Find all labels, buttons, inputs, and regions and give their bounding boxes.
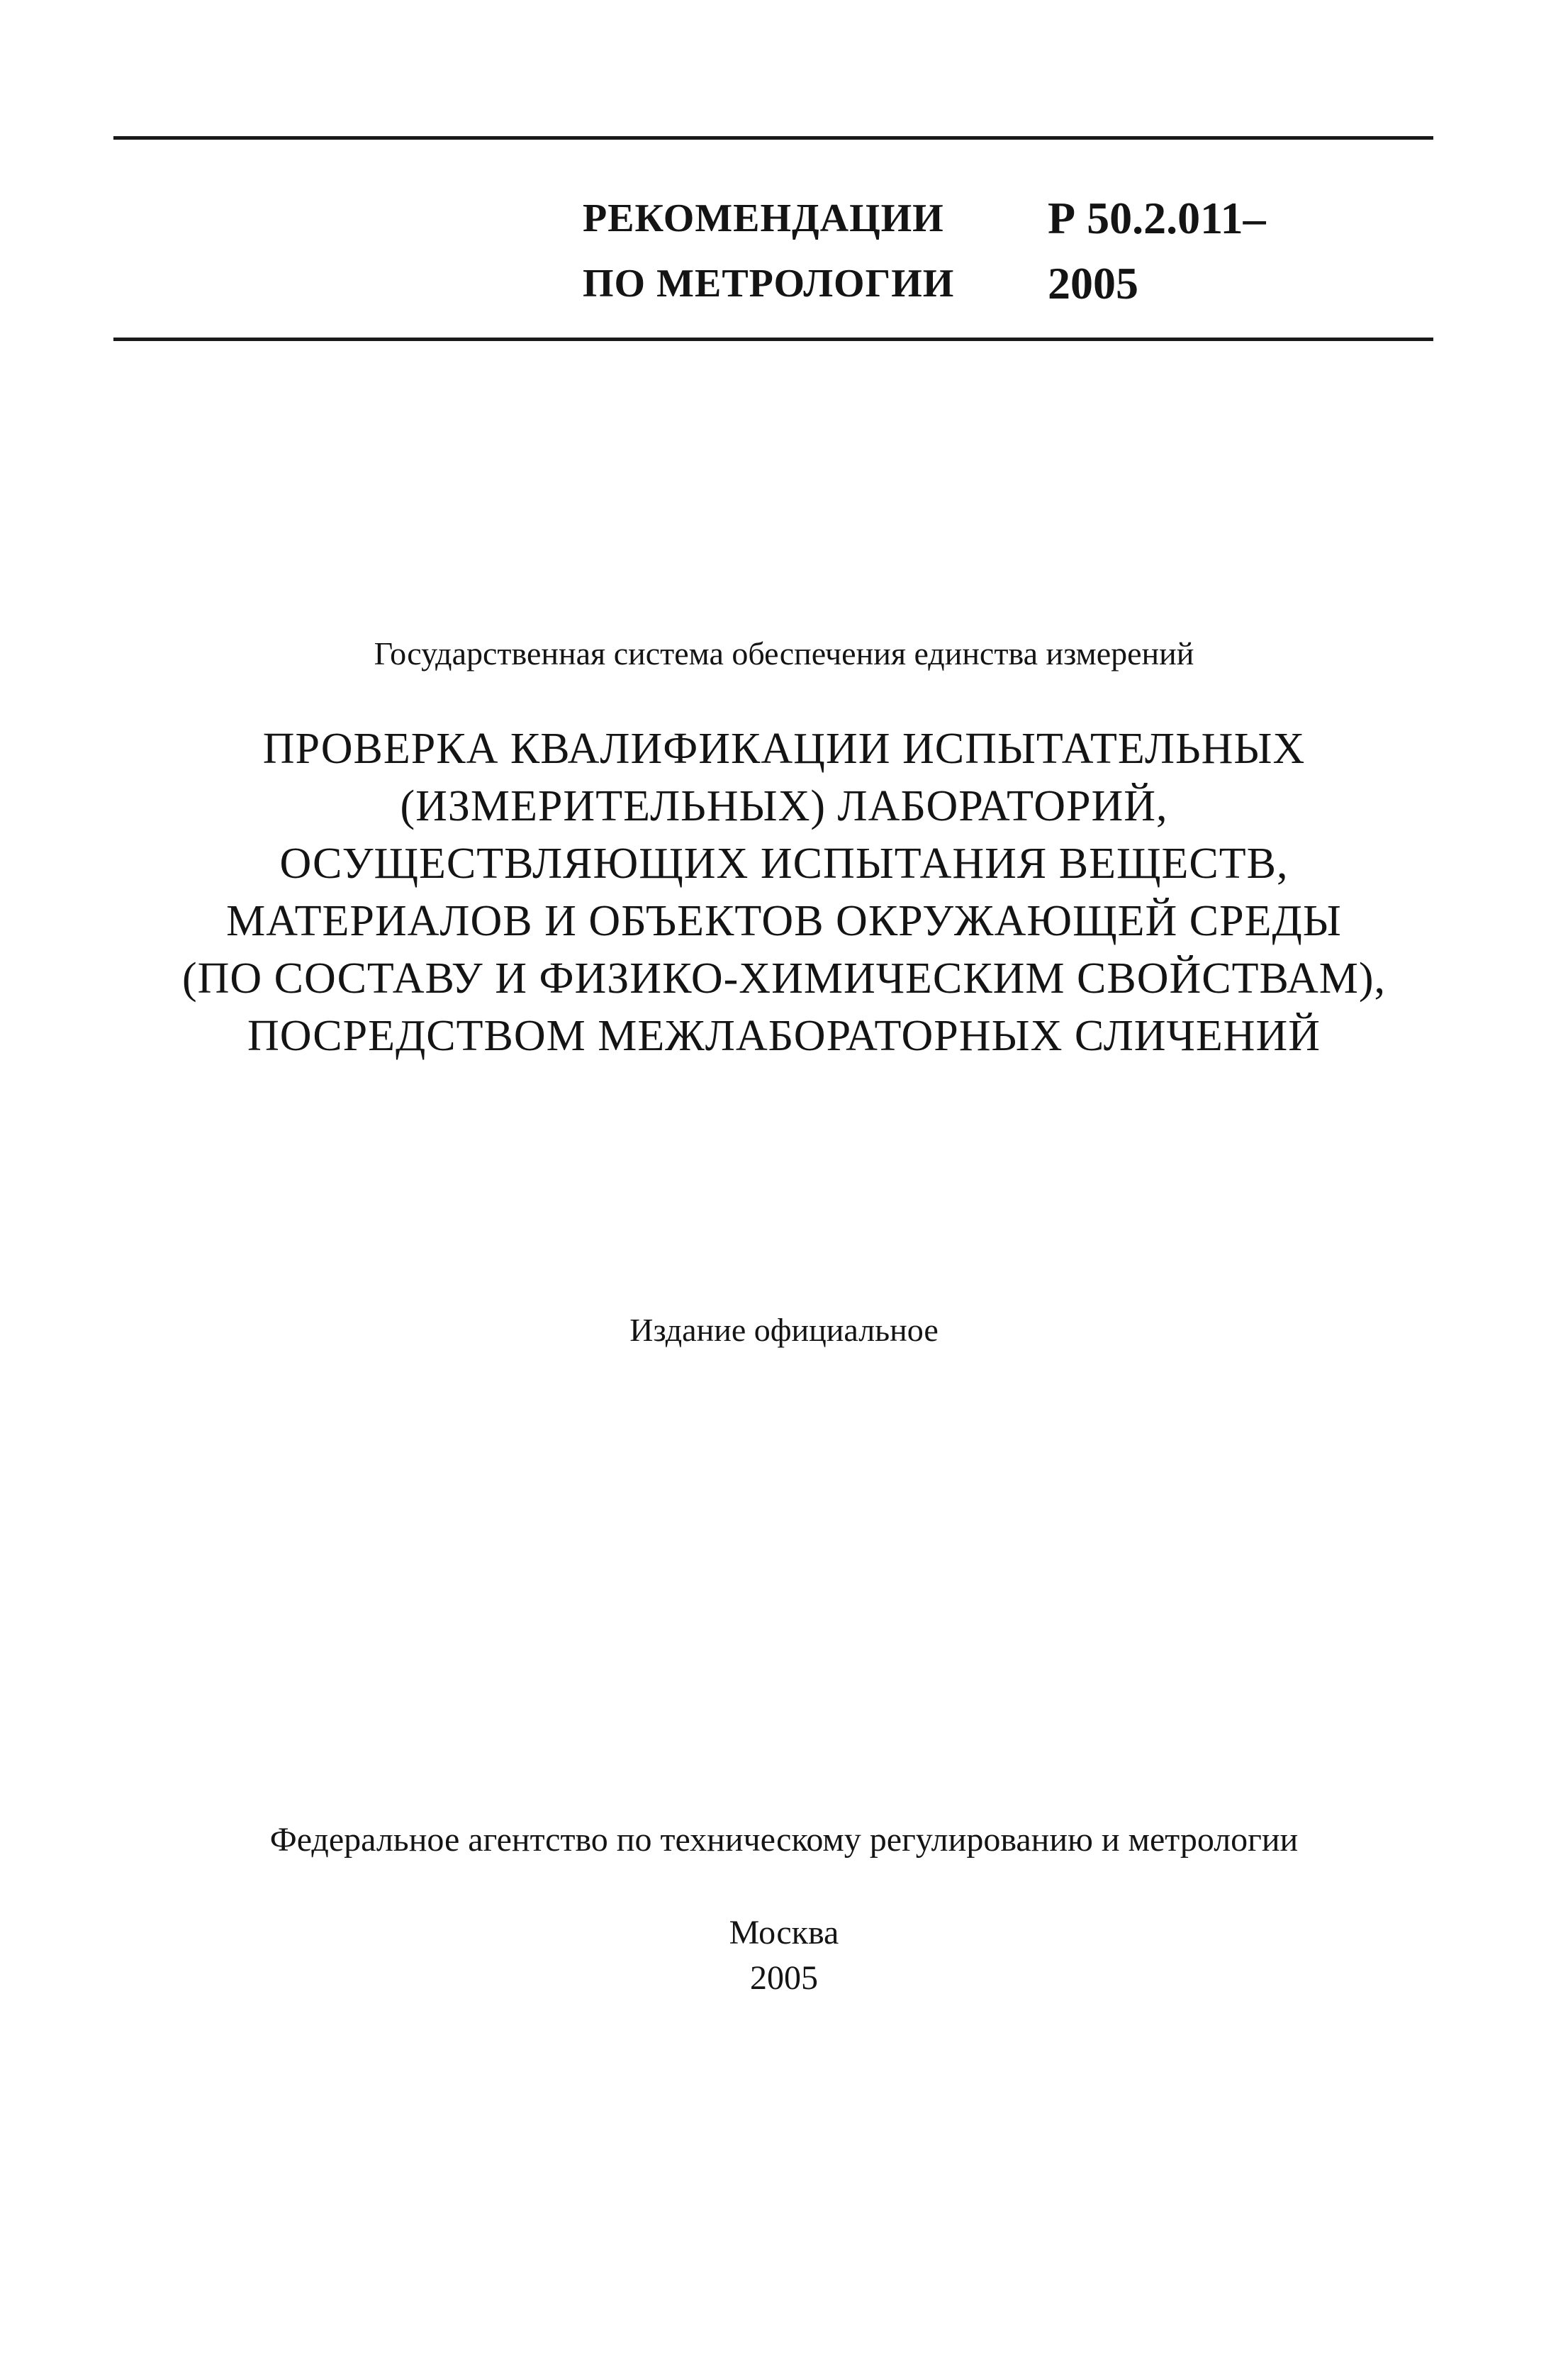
title-line: (ПО СОСТАВУ И ФИЗИКО-ХИМИЧЕСКИМ СВОЙСТВАМ),	[181, 954, 1387, 1003]
document-category	[583, 186, 954, 316]
city: Москва	[729, 1914, 839, 1951]
bottom-rule	[113, 338, 1433, 341]
series-name: Государственная система обеспечения единства измерений	[374, 635, 1194, 672]
document-code	[1048, 186, 1266, 316]
code-line-2: 2005	[1048, 258, 1138, 308]
imprint	[0, 1910, 1568, 2001]
title-line: (ИЗМЕРИТЕЛЬНЫХ) ЛАБОРАТОРИЙ,	[400, 782, 1168, 830]
year: 2005	[750, 1959, 818, 1997]
edition-note: Издание официальное	[629, 1312, 939, 1348]
title-line: ПРОВЕРКА КВАЛИФИКАЦИИ ИСПЫТАТЕЛЬНЫХ	[262, 725, 1306, 773]
title-line: МАТЕРИАЛОВ И ОБЪЕКТОВ ОКРУЖАЮЩЕЙ СРЕДЫ	[226, 897, 1342, 945]
category-line-1: РЕКОМЕНДАЦИИ	[583, 196, 944, 240]
category-line-2: ПО МЕТРОЛОГИИ	[583, 262, 955, 306]
top-rule	[113, 136, 1433, 140]
document-title	[0, 720, 1568, 1065]
title-line: ПОСРЕДСТВОМ МЕЖЛАБОРАТОРНЫХ СЛИЧЕНИЙ	[247, 1012, 1321, 1060]
code-line-1: Р 50.2.011–	[1048, 193, 1266, 243]
publisher: Федеральное агентство по техническому регулированию и метрологии	[269, 1821, 1299, 1859]
title-line: ОСУЩЕСТВЛЯЮЩИХ ИСПЫТАНИЯ ВЕЩЕСТВ,	[279, 840, 1289, 888]
